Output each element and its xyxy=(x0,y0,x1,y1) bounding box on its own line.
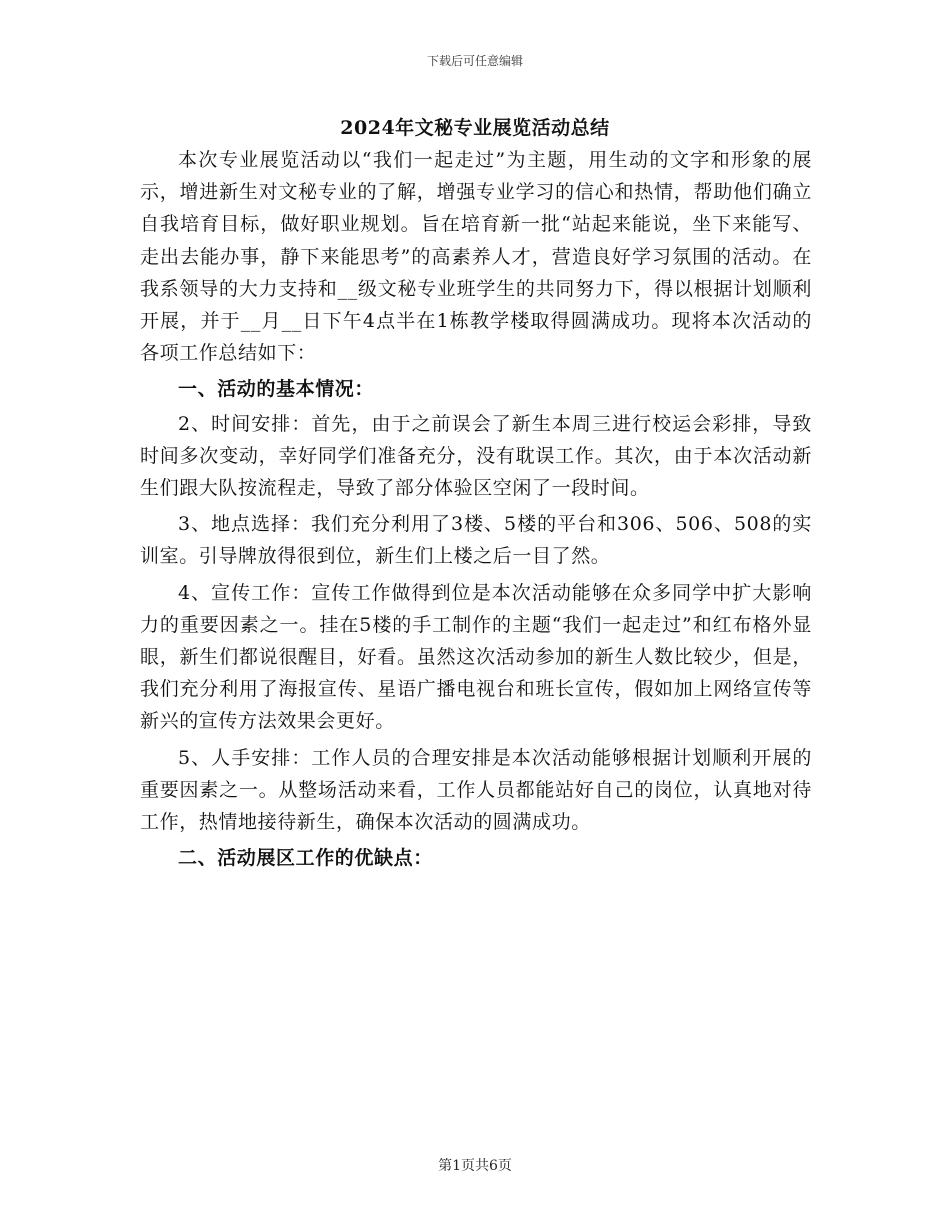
section-heading-basic-situation: 一、活动的基本情况： xyxy=(178,378,375,401)
paragraph-time-arrangement: 2、时间安排：首先，由于之前误会了新生本周三进行校运会彩排，导致时间多次变动，幸好同学们准备充分，没有耽误工作。其次，由于本次活动新生们跟大队按流程走，导致了部分体验区空闲了一段时间。 xyxy=(140,412,812,500)
paragraph-location-selection: 3、地点选择：我们充分利用了3楼、5楼的平台和306、506、508的实训室。引导牌放得很到位，新生们上楼之后一目了然。 xyxy=(140,513,812,568)
page-header-note: 下载后可任意编辑 xyxy=(426,54,523,68)
document-body xyxy=(140,144,812,876)
paragraph-publicity-work: 4、宣传工作：宣传工作做得到位是本次活动能够在众多同学中扩大影响力的重要因素之一。挂在5楼的手工制作的主题“我们一起走过”和红布格外显眼，新生们都说很醒目，好看。虽然这次活动参加的新生人数比较少，但是，我们充分利用了海报宣传、星语广播电视台和班长宣传，假如加上网络宣传等新兴的宣传方法效果会更好。 xyxy=(140,581,812,733)
intro-paragraph: 本次专业展览活动以“我们一起走过”为主题，用生动的文字和形象的展示，增进新生对文秘专业的了解，增强专业学习的信心和热情，帮助他们确立自我培育目标，做好职业规划。旨在培育新一批“站起来能说，坐下来能写、走出去能办事，静下来能思考”的高素养人才，营造良好学习氛围的活动。在我系领导的大力支持和__级文秘专业班学生的共同努力下，得以根据计划顺利开展，并于__月__日下午4点半在1栋教学楼取得圆满成功。现将本次活动的各项工作总结如下： xyxy=(140,149,812,365)
document-title: 2024年文秘专业展览活动总结 xyxy=(340,117,610,139)
page-footer-number: 第1页共6页 xyxy=(438,1158,512,1174)
section-heading-pros-cons: 二、活动展区工作的优缺点： xyxy=(178,847,433,870)
paragraph-staff-arrangement: 5、人手安排：工作人员的合理安排是本次活动能够根据计划顺利开展的重要因素之一。从整场活动来看，工作人员都能站好自己的岗位，认真地对待工作，热情地接待新生，确保本次活动的圆满成功。 xyxy=(140,746,812,834)
